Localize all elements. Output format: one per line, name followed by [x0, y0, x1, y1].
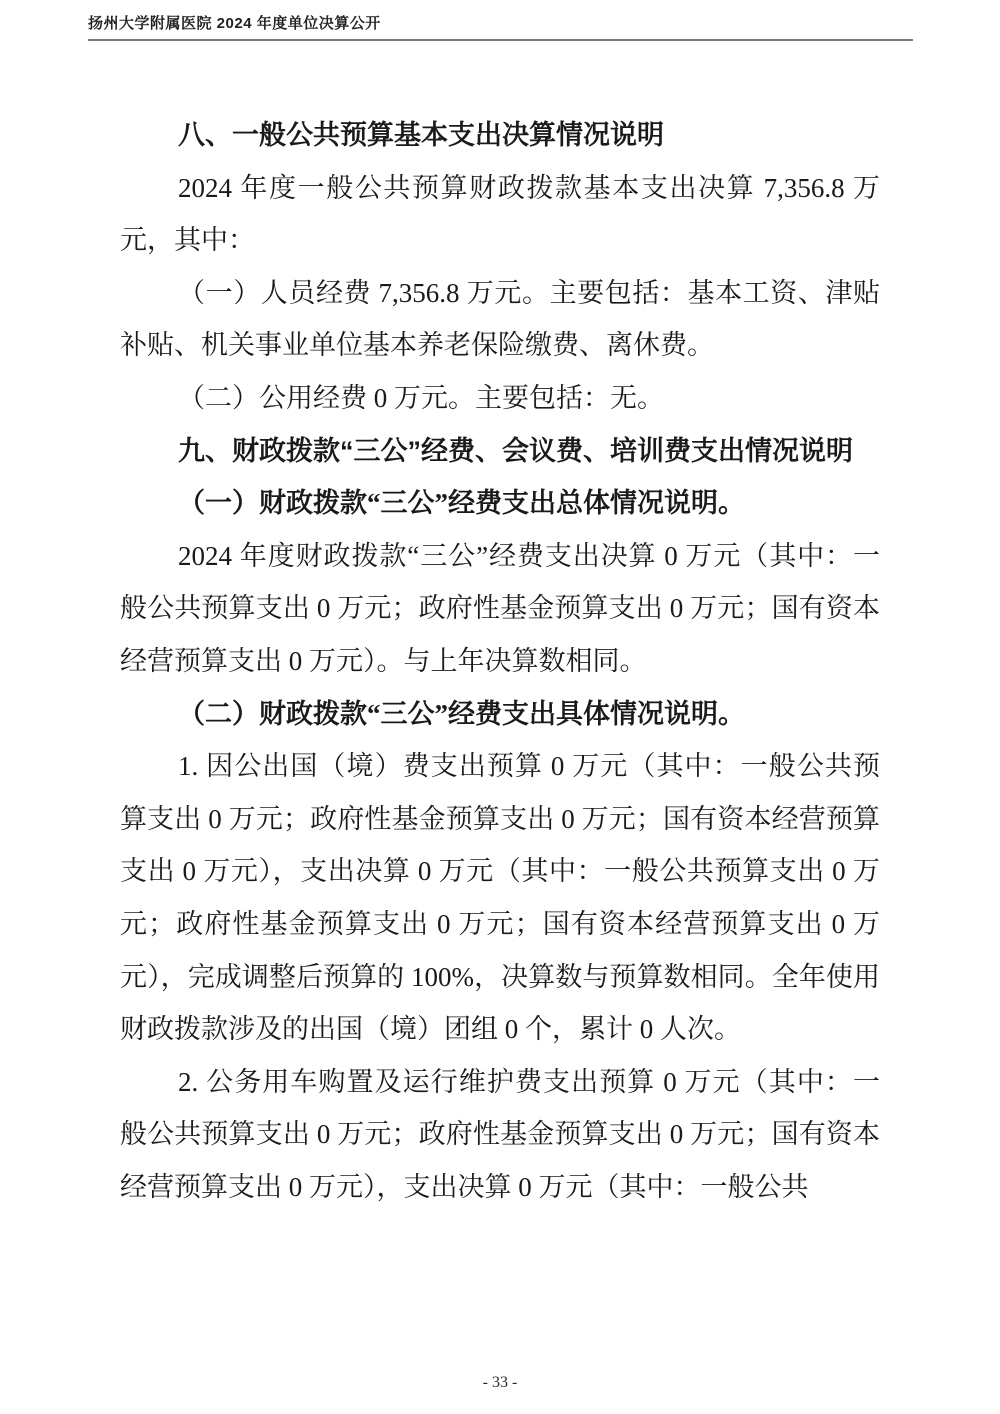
subheading-specific-situation: （二）财政拨款“三公”经费支出具体情况说明。 — [178, 698, 746, 729]
paragraph-personnel-expense: （一）人员经费 7,356.8 万元。主要包括：基本工资、津贴补贴、机关事业单位基本养老保险缴费、离休费。 — [120, 277, 880, 361]
paragraph-overseas-travel-expense: 1. 因公出国（境）费支出预算 0 万元（其中：一般公共预算支出 0 万元；政府性基金预算支出 0 万元；国有资本经营预算支出 0 万元），支出决算 0 万元（其中：一般公共预算支出 0 万元；政府性基金预算支出 0 万元；国有资本经营预算支出 0 万元），完成调整后预算的 100%，决算数与预算数相同。全年使用财政拨款涉及的出国（境）团组 0 个，累计 0 人次。 — [120, 751, 880, 1045]
section-heading-9: 九、财政拨款“三公”经费、会议费、培训费支出情况说明 — [178, 435, 854, 466]
paragraph-three-public-funds-total: 2024 年度财政拨款“三公”经费支出决算 0 万元（其中：一般公共预算支出 0 万元；政府性基金预算支出 0 万元；国有资本经营预算支出 0 万元）。与上年决算数相同。 — [120, 540, 880, 676]
page-footer — [0, 1374, 1000, 1392]
paragraph-official-vehicle-expense: 2. 公务用车购置及运行维护费支出预算 0 万元（其中：一般公共预算支出 0 万元；政府性基金预算支出 0 万元；国有资本经营预算支出 0 万元），支出决算 0 万元（其中：一般公共 — [120, 1066, 880, 1202]
document-header-title: 扬州大学附属医院 2024 年度单位决算公开 — [88, 15, 381, 32]
document-body — [120, 109, 880, 1213]
section-heading-8: 八、一般公共预算基本支出决算情况说明 — [178, 120, 665, 150]
page-header — [88, 12, 913, 41]
page-number: - 33 - — [482, 1374, 518, 1391]
paragraph-basic-expenditure-total: 2024 年度一般公共预算财政拨款基本支出决算 7,356.8 万元，其中： — [120, 172, 880, 256]
subheading-overall-situation: （一）财政拨款“三公”经费支出总体情况说明。 — [178, 488, 746, 519]
paragraph-public-expense: （二）公用经费 0 万元。主要包括：无。 — [178, 382, 665, 413]
